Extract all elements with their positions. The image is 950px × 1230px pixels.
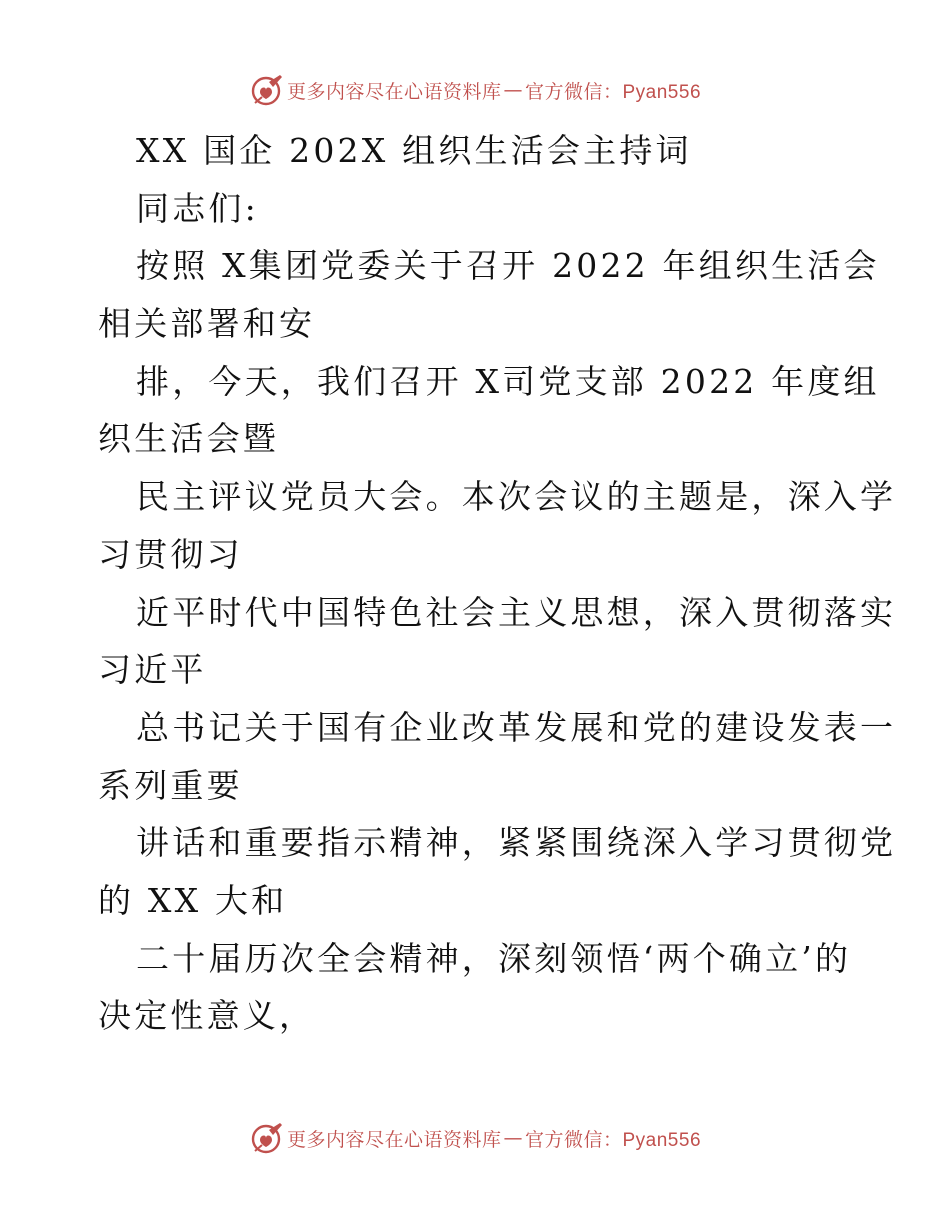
footer-separator: — — [503, 1127, 523, 1149]
text-line: XX 国企 202X 组织生活会主持词 — [136, 131, 692, 170]
text-line: 二十届历次全会精神，深刻领悟‘两个确立’的 — [136, 938, 852, 978]
text-line: 民主评议党员大会。本次会议的主题是，深入学 — [136, 477, 897, 517]
text-line: 织生活会暨 — [98, 419, 279, 459]
header-separator: — — [503, 79, 523, 101]
text-line: 习贯彻习 — [98, 534, 243, 574]
text-line: 近平时代中国特色社会主义思想，深入贯彻落实 — [136, 592, 897, 632]
header-text: 更多内容尽在心语资料库 — [286, 80, 502, 103]
text-line: 习近平 — [98, 650, 207, 690]
text-line: 相关部署和安 — [98, 304, 316, 344]
text-line: 的 XX 大和 — [98, 880, 288, 920]
text-line: 同志们: — [136, 188, 259, 228]
footer-contact: 官方微信：Pyan556 — [525, 1129, 702, 1151]
text-line: 总书记关于国有企业改革发展和党的建设发表一 — [136, 707, 897, 747]
text-line: 排，今天，我们召开 X司党支部 2022 年度组 — [136, 361, 880, 401]
footer-text: 更多内容尽在心语资料库 — [286, 1128, 502, 1151]
header-banner — [0, 70, 950, 110]
document-body — [98, 122, 897, 1045]
header-contact: 官方微信：Pyan556 — [525, 81, 702, 103]
text-line: 讲话和重要指示精神，紧紧围绕深入学习贯彻党 — [136, 823, 897, 863]
footer-banner — [0, 1118, 950, 1158]
text-line: 决定性意义， — [98, 996, 316, 1036]
text-line: 系列重要 — [98, 765, 243, 805]
pen-heart-logo-icon — [249, 1121, 283, 1155]
pen-heart-logo-icon — [249, 73, 283, 107]
text-line: 按照 X集团党委关于召开 2022 年组织生活会 — [136, 246, 880, 286]
